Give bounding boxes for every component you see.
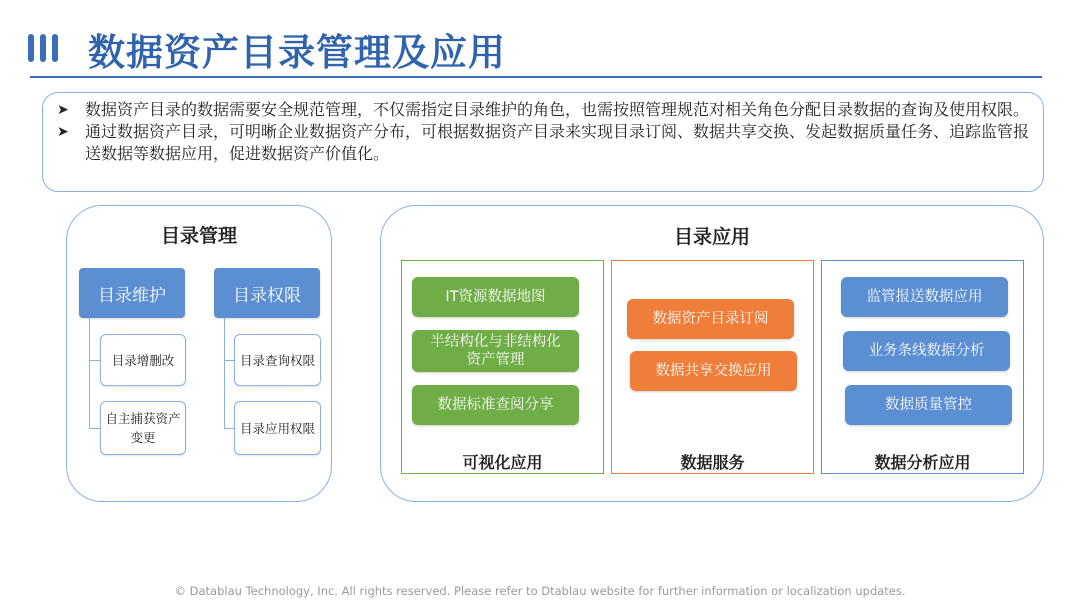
app-item-pill: 数据共享交换应用: [630, 351, 797, 391]
connector-line: [89, 428, 100, 429]
app-item-pill: 业务条线数据分析: [843, 331, 1010, 371]
column-label: 数据服务: [680, 453, 745, 472]
app-item-pill: IT资源数据地图: [412, 277, 579, 317]
connector-line: [224, 428, 234, 429]
connector-line: [224, 360, 234, 361]
title-divider: [30, 76, 1042, 78]
catalog-maintenance-box: 目录维护: [79, 268, 185, 318]
sub-item-box: 目录增删改: [100, 334, 186, 386]
sub-item-box: 自主捕获资产变更: [100, 401, 186, 455]
intro-box: [42, 92, 1044, 192]
app-item-pill: 数据资产目录订阅: [627, 299, 794, 339]
intro-bullet: [57, 99, 1029, 121]
sub-item-box: 目录应用权限: [234, 401, 321, 455]
catalog-permission-box: 目录权限: [214, 268, 320, 318]
page-title: 数据资产目录管理及应用: [88, 31, 506, 74]
management-title: 目录管理: [160, 225, 237, 247]
column-label: 数据分析应用: [874, 453, 971, 472]
bullet-arrow-icon: ➤: [57, 102, 69, 118]
sub-item-box: 目录查询权限: [234, 334, 321, 386]
app-item-pill: 数据质量管控: [845, 385, 1012, 425]
decoration-bar: [28, 34, 34, 62]
application-title: 目录应用: [673, 226, 750, 248]
intro-bullet-text: 通过数据资产目录，可明晰企业数据资产分布，可根据数据资产目录来实现目录订阅、数据共享交换、发起数据质量任务、追踪监管报送数据等数据应用，促进数据资产价值化。: [85, 122, 1030, 163]
decoration-bar: [52, 34, 58, 62]
app-item-pill: 半结构化与非结构化资产管理: [412, 330, 579, 372]
app-item-pill: 数据标准查阅分享: [412, 385, 579, 425]
connector-line: [89, 360, 100, 361]
connector-line: [89, 318, 90, 428]
copyright-footer: © Datablau Technology, Inc. All rights reserved. Please refer to Dtablau website for further information or localization updates.: [174, 584, 906, 598]
intro-bullet-text: 数据资产目录的数据需要安全规范管理，不仅需指定目录维护的角色，也需按照管理规范对相关角色分配目录数据的查询及使用权限。: [85, 100, 1030, 119]
connector-line: [224, 318, 225, 428]
intro-bullet: [57, 121, 1029, 165]
decoration-bar: [40, 34, 46, 62]
app-item-pill: 监管报送数据应用: [841, 277, 1008, 317]
column-label: 可视化应用: [462, 453, 543, 472]
bullet-arrow-icon: ➤: [57, 124, 69, 140]
